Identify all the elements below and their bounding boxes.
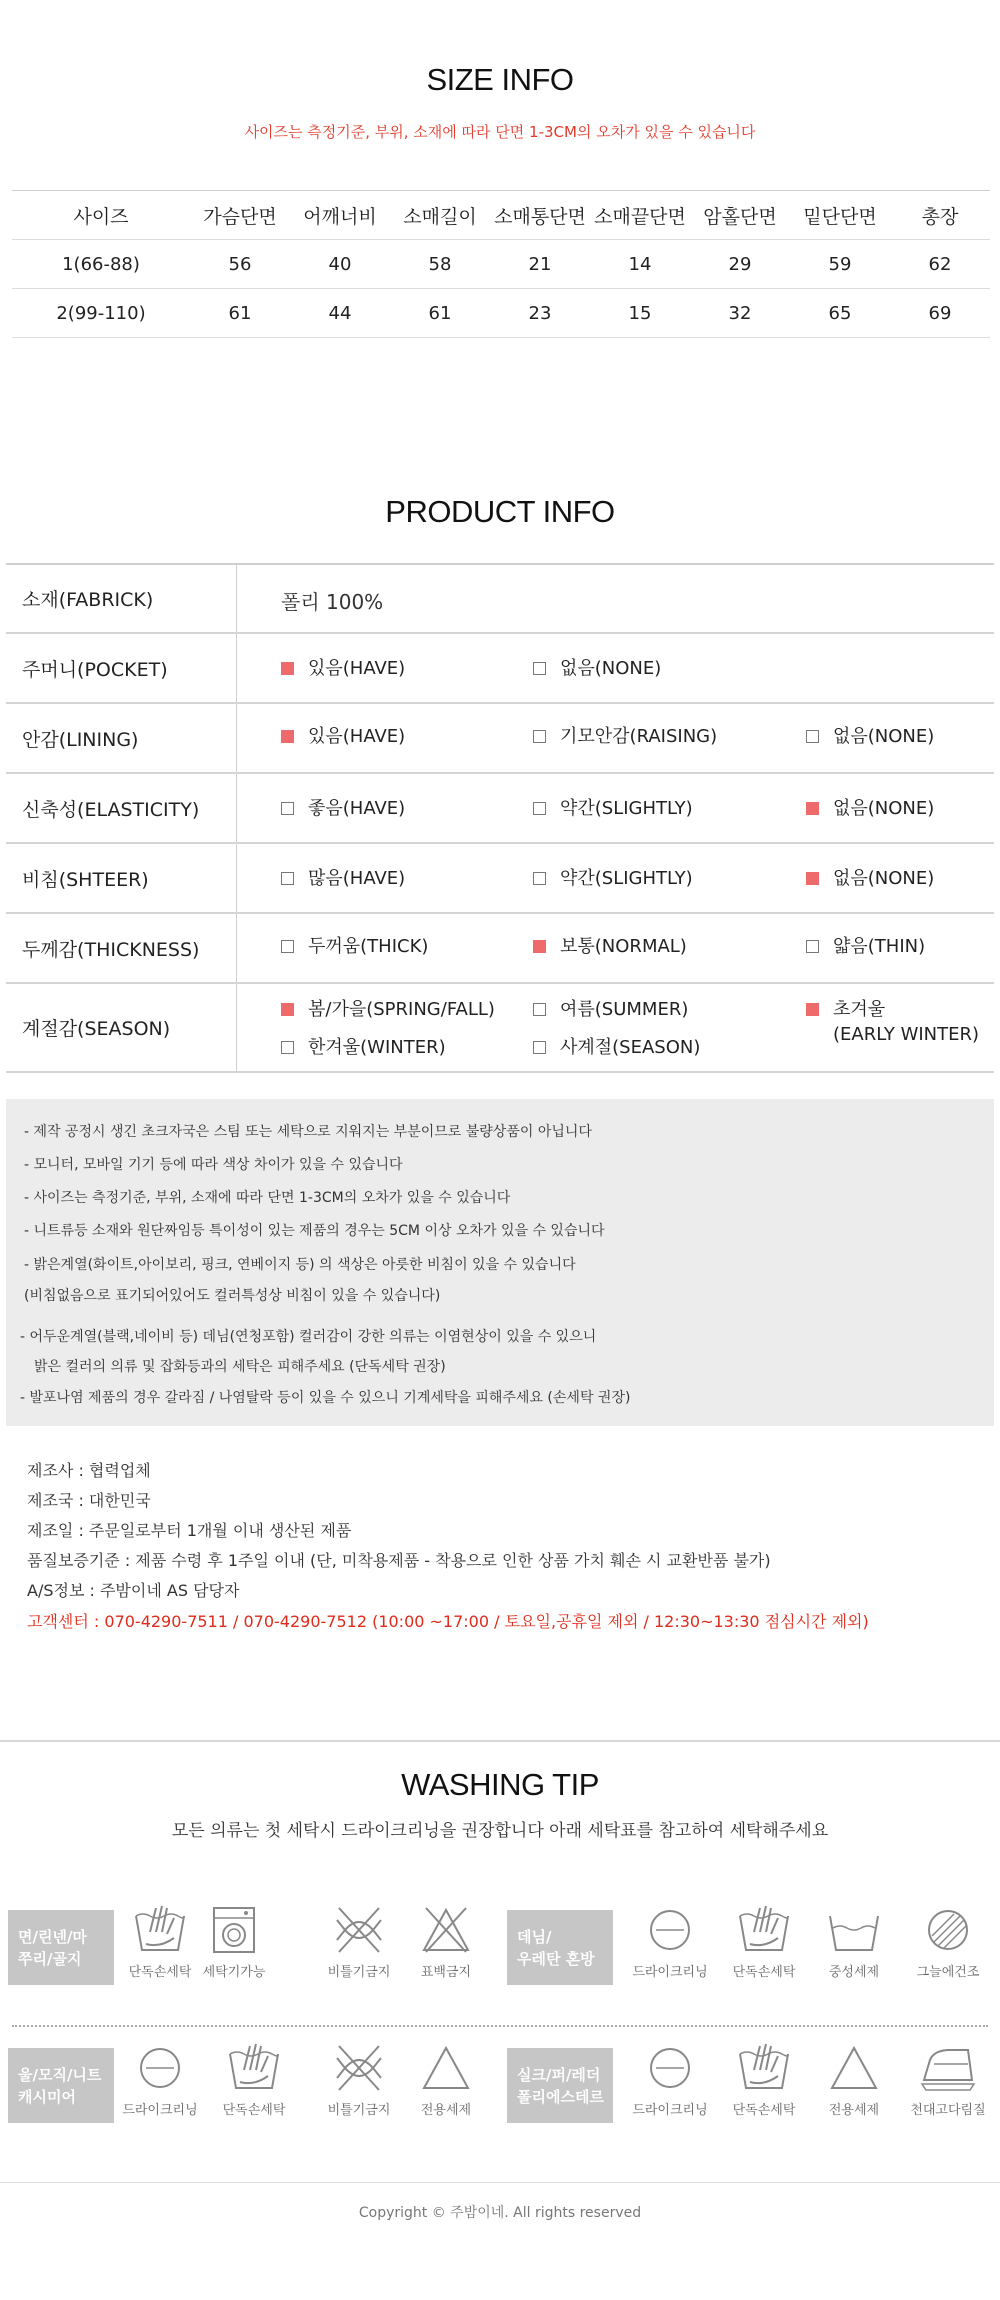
fabric-label: 소재(FABRICK)	[6, 565, 237, 632]
option-label-sub: (EARLY WINTER)	[833, 1024, 980, 1045]
footer-divider	[0, 2182, 1000, 2183]
thickness-label: 두께감(THICKNESS)	[6, 914, 237, 982]
wash-label: 단독손세탁	[222, 2103, 286, 2118]
wash-label: 드라이크리닝	[632, 2103, 708, 2118]
wash-item	[398, 1904, 494, 1980]
checkbox[interactable]	[533, 662, 546, 675]
table-row	[6, 774, 994, 844]
elasticity-option-have[interactable]	[281, 796, 405, 821]
season-option-winter[interactable]	[281, 1035, 446, 1060]
cloth-iron-icon	[920, 2042, 976, 2094]
checkbox-checked[interactable]	[281, 1003, 294, 1016]
option-label: 약간(SLIGHTLY)	[560, 798, 693, 819]
checkbox[interactable]	[281, 1041, 294, 1054]
checkbox-checked[interactable]	[806, 802, 819, 815]
size-header-cell: 소매길이	[403, 205, 477, 228]
thickness-option-normal[interactable]	[533, 934, 687, 959]
customer-center-line: 고객센터 : 070-4290-7511 / 070-4290-7512 (10:00 ~17:00 / 토요일,공휴일 제외 / 12:30~13:30 점심시간 제외)	[27, 1612, 869, 1631]
wash-label: 단독손세탁	[128, 1965, 192, 1980]
wash-label: 중성세제	[828, 1965, 880, 1980]
copyright: Copyright © 주밤이네. All rights reserved	[358, 2205, 642, 2221]
option-label: 있음(HAVE)	[308, 726, 406, 747]
maker-line: 제조사 : 협력업체	[27, 1461, 151, 1480]
maker-line: 제조일 : 주문일로부터 1개월 이내 생산된 제품	[27, 1521, 352, 1540]
wash-item	[716, 1904, 812, 1980]
option-label: 없음(NONE)	[833, 726, 935, 747]
size-cell: 56	[228, 253, 252, 275]
checkbox[interactable]	[281, 802, 294, 815]
size-cell: 61	[428, 302, 452, 324]
wash-item	[622, 2042, 718, 2118]
checkbox[interactable]	[281, 872, 294, 885]
size-cell: 23	[528, 302, 552, 324]
wash-item	[112, 2042, 208, 2118]
option-label: 많음(HAVE)	[308, 868, 406, 889]
size-header-cell: 암홀단면	[703, 205, 777, 228]
table-row	[6, 704, 994, 774]
size-cell: 44	[328, 302, 352, 324]
table-row	[6, 565, 994, 634]
dry-clean-icon	[642, 1904, 698, 1956]
size-cell: 14	[628, 253, 652, 275]
hand-wash-icon	[736, 2042, 792, 2094]
season-option-summer[interactable]	[533, 997, 688, 1022]
wash-label: 전용세제	[420, 2103, 472, 2118]
maker-line: A/S정보 : 주밤이네 AS 담당자	[27, 1581, 240, 1600]
no-twist-icon	[331, 2042, 387, 2094]
notice-line: 밝은 컬러의 의류 및 잡화등과의 세탁은 피해주세요 (단독세탁 권장)	[34, 1359, 446, 1375]
checkbox-checked[interactable]	[281, 662, 294, 675]
sheer-options	[237, 844, 994, 912]
wash-divider	[12, 2025, 988, 2027]
hand-wash-icon	[736, 1904, 792, 1956]
elasticity-option-slightly[interactable]	[533, 796, 693, 821]
size-header-cell: 총장	[921, 205, 959, 228]
table-row	[6, 844, 994, 914]
season-label: 계절감(SEASON)	[6, 984, 237, 1071]
wash-label: 천대고다림질	[910, 2103, 986, 2118]
table-row	[6, 634, 994, 704]
wash-category-wool: 울/모직/니트 캐시미어	[8, 2048, 114, 2123]
size-cell: 29	[728, 253, 752, 275]
checkbox[interactable]	[281, 940, 294, 953]
table-row	[12, 240, 990, 289]
section-divider	[0, 1740, 1000, 1742]
option-label: 한겨울(WINTER)	[308, 1037, 446, 1058]
no-twist-icon	[331, 1904, 387, 1956]
option-label: 약간(SLIGHTLY)	[560, 868, 693, 889]
wash-item	[311, 1904, 407, 1980]
wash-item	[622, 1904, 718, 1980]
wash-category-cotton: 면/린넨/마 쭈리/골지	[8, 1910, 114, 1985]
size-cell: 1(66-88)	[62, 253, 140, 275]
size-cell: 59	[828, 253, 852, 275]
wash-item	[186, 1904, 282, 1980]
option-label: 초겨울	[833, 999, 886, 1020]
table-row	[12, 289, 990, 338]
sheer-option-have[interactable]	[281, 866, 405, 891]
checkbox[interactable]	[806, 940, 819, 953]
wash-label: 단독손세탁	[732, 2103, 796, 2118]
size-cell: 58	[428, 253, 452, 275]
thickness-option-thin[interactable]	[806, 934, 925, 959]
size-cell: 61	[228, 302, 252, 324]
shade-dry-icon	[920, 1904, 976, 1956]
wash-item	[311, 2042, 407, 2118]
wash-item	[806, 2042, 902, 2118]
hand-wash-icon	[132, 1904, 188, 1956]
wash-label: 드라이크리닝	[122, 2103, 198, 2118]
checkbox[interactable]	[533, 730, 546, 743]
no-bleach-icon	[418, 1904, 474, 1956]
option-label: 없음(NONE)	[833, 868, 935, 889]
season-option-all-season[interactable]	[533, 1035, 700, 1060]
pocket-options	[237, 634, 994, 702]
size-cell: 65	[828, 302, 852, 324]
product-info-title: PRODUCT INFO	[385, 494, 615, 529]
option-label: 보통(NORMAL)	[560, 936, 687, 957]
table-row	[6, 984, 994, 1073]
option-label: 있음(HAVE)	[308, 658, 406, 679]
option-label: 봄/가을(SPRING/FALL)	[308, 999, 495, 1020]
table-row	[6, 914, 994, 984]
fabric-cell	[237, 565, 994, 632]
notice-line: - 어두운계열(블랙,네이비 등) 데님(연청포함) 컬러감이 강한 의류는 이염현상이 있을 수 있으니	[20, 1329, 597, 1345]
hand-wash-icon	[226, 2042, 282, 2094]
size-header-cell: 소매끝단면	[594, 205, 686, 228]
checkbox[interactable]	[533, 1003, 546, 1016]
dry-clean-icon	[132, 2042, 188, 2094]
lining-option-raising[interactable]	[533, 724, 717, 749]
notice-line: - 밝은계열(화이트,아이보리, 핑크, 연베이지 등) 의 색상은 아릇한 비침이 있을 수 있습니다	[24, 1257, 576, 1273]
checkbox[interactable]	[533, 1041, 546, 1054]
checkbox-checked[interactable]	[281, 730, 294, 743]
size-cell: 2(99-110)	[56, 302, 146, 324]
size-cell: 21	[528, 253, 552, 275]
neutral-detergent-icon	[826, 1904, 882, 1956]
special-detergent-icon	[826, 2042, 882, 2094]
size-info-subtitle: 사이즈는 측정기준, 부위, 소재에 따라 단면 1-3CM의 오차가 있을 수 있습니다	[244, 123, 756, 141]
size-cell: 69	[928, 302, 952, 324]
sheer-option-slightly[interactable]	[533, 866, 693, 891]
sheer-option-none[interactable]	[806, 866, 934, 891]
wash-label: 그늘에건조	[916, 1965, 980, 1980]
size-cell: 40	[328, 253, 352, 275]
size-cell: 32	[728, 302, 752, 324]
dry-clean-icon	[642, 2042, 698, 2094]
washing-tip-title: WASHING TIP	[401, 1767, 599, 1802]
lining-label: 안감(LINING)	[6, 704, 237, 772]
pocket-option-have[interactable]	[281, 656, 405, 681]
size-header-cell: 사이즈	[73, 205, 129, 228]
lining-option-none[interactable]	[806, 724, 934, 749]
special-detergent-icon	[418, 2042, 474, 2094]
checkbox-checked[interactable]	[806, 872, 819, 885]
wash-label: 드라이크리닝	[632, 1965, 708, 1980]
wash-category-silk: 실크/퍼/레더 폴리에스테르	[507, 2048, 613, 2123]
thickness-options	[237, 914, 994, 982]
elasticity-option-none[interactable]	[806, 796, 934, 821]
wash-label: 세탁기가능	[202, 1965, 266, 1980]
checkbox[interactable]	[533, 802, 546, 815]
wash-label: 단독손세탁	[732, 1965, 796, 1980]
wash-label: 비틀기금지	[327, 2103, 391, 2118]
notice-line: - 사이즈는 측정기준, 부위, 소재에 따라 단면 1-3CM의 오차가 있을 수 있습니다	[24, 1190, 511, 1206]
elasticity-options	[237, 774, 994, 842]
checkbox-checked[interactable]	[533, 940, 546, 953]
wash-item	[900, 2042, 996, 2118]
maker-line: 품질보증기준 : 제품 수령 후 1주일 이내 (단, 미착용제품 - 착용으로 인한 상품 가치 훼손 시 교환반품 불가)	[27, 1551, 771, 1570]
pocket-option-none[interactable]	[533, 656, 661, 681]
fabric-value: 폴리 100%	[281, 590, 384, 614]
size-info-title: SIZE INFO	[426, 62, 574, 97]
season-option-early-winter[interactable]	[806, 997, 979, 1047]
pocket-label: 주머니(POCKET)	[6, 634, 237, 702]
maker-line: 제조국 : 대한민국	[27, 1491, 151, 1510]
wash-item	[206, 2042, 302, 2118]
size-cell: 62	[928, 253, 952, 275]
notice-box	[6, 1099, 994, 1426]
season-option-spring-fall[interactable]	[281, 997, 495, 1022]
wash-label: 전용세제	[828, 2103, 880, 2118]
product-info-table	[6, 563, 994, 1073]
size-cell: 15	[628, 302, 652, 324]
wash-item	[716, 2042, 812, 2118]
size-header-cell: 소매통단면	[494, 205, 586, 228]
lining-options	[237, 704, 994, 772]
wash-category-denim: 데님/ 우레탄 혼방	[507, 1910, 613, 1985]
checkbox[interactable]	[806, 730, 819, 743]
thickness-option-thick[interactable]	[281, 934, 428, 959]
size-table-header	[12, 191, 990, 240]
option-label: 기모안감(RAISING)	[560, 726, 718, 747]
wash-label: 비틀기금지	[327, 1965, 391, 1980]
elasticity-label: 신축성(ELASTICITY)	[6, 774, 237, 842]
wash-item	[398, 2042, 494, 2118]
season-options	[237, 984, 994, 1071]
washing-machine-icon	[206, 1904, 262, 1956]
size-header-cell: 밑단단면	[803, 205, 877, 228]
checkbox[interactable]	[533, 872, 546, 885]
option-label: 얇음(THIN)	[833, 936, 926, 957]
sheer-label: 비침(SHTEER)	[6, 844, 237, 912]
lining-option-have[interactable]	[281, 724, 405, 749]
notice-line: - 니트류등 소재와 원단짜임등 특이성이 있는 제품의 경우는 5CM 이상 오차가 있을 수 있습니다	[24, 1223, 605, 1239]
checkbox-checked[interactable]	[806, 1003, 819, 1016]
notice-line: - 모니터, 모바일 기기 등에 따라 색상 차이가 있을 수 있습니다	[24, 1157, 403, 1173]
option-label: 사계절(SEASON)	[560, 1037, 701, 1058]
notice-line: - 제작 공정시 생긴 초크자국은 스팀 또는 세탁으로 지워지는 부분이므로 불량상품이 아닙니다	[24, 1124, 592, 1140]
size-table	[12, 190, 990, 338]
notice-line: - 발포나염 제품의 경우 갈라짐 / 나염탈락 등이 있을 수 있으니 기계세탁을 피해주세요 (손세탁 권장)	[20, 1390, 631, 1406]
option-label: 없음(NONE)	[560, 658, 662, 679]
option-label: 여름(SUMMER)	[560, 999, 689, 1020]
option-label: 없음(NONE)	[833, 798, 935, 819]
wash-label: 표백금지	[420, 1965, 472, 1980]
size-header-cell: 어깨너비	[303, 205, 377, 228]
wash-item	[806, 1904, 902, 1980]
option-label: 좋음(HAVE)	[308, 798, 406, 819]
washing-tip-subtitle: 모든 의류는 첫 세탁시 드라이크리닝을 권장합니다 아래 세탁표를 참고하여 세탁해주세요	[171, 1821, 829, 1841]
size-header-cell: 가슴단면	[203, 205, 277, 228]
option-label: 두꺼움(THICK)	[308, 936, 429, 957]
wash-item	[900, 1904, 996, 1980]
notice-line: (비침없음으로 표기되어있어도 컬러특성상 비침이 있을 수 있습니다)	[24, 1288, 441, 1304]
